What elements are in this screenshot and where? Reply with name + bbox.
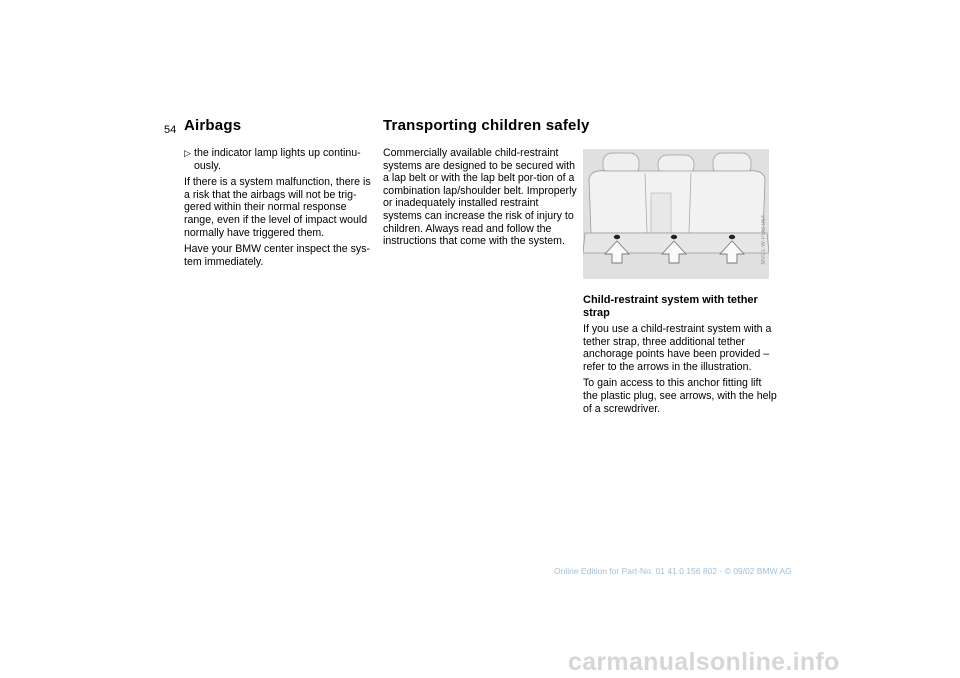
site-watermark: carmanualsonline.info [568, 648, 840, 676]
inspect-paragraph: Have your BMW center inspect the sys-tem immediately. [184, 243, 371, 268]
airbags-column [184, 147, 376, 272]
tether-strap-subheading: Child-restraint system with tether strap [583, 294, 758, 319]
children-column [383, 147, 577, 252]
figure-code: MV01-W-PUB-964 [761, 215, 767, 265]
bullet-text: the indicator lamp lights up continu-ously. [194, 147, 361, 172]
transporting-children-heading: Transporting children safely [383, 117, 590, 134]
child-restraint-paragraph: Commercially available child-restraint systems are designed to be secured with a lap belt or with the lap belt por-tion of a combination lap/shoulder belt. Improperly or inadequately installed restraint systems can increase the risk of injury to children. Always read and follow the instructions that come with the system. [383, 147, 577, 248]
seat-anchor-drawing [583, 149, 769, 279]
airbags-heading: Airbags [184, 117, 242, 134]
malfunction-paragraph: If there is a system malfunction, there is a risk that the airbags will not be trig-gered within their normal response range, even if the level of impact would normally have triggered them. [184, 176, 371, 239]
bullet-triangle-icon: ▷ [184, 148, 191, 158]
tether-anchorage-paragraph: If you use a child-restraint system with a tether strap, three additional tether anchorage points have been provided – refer to the arrows in the illustration. [583, 323, 772, 373]
rear-seat-illustration [583, 149, 769, 279]
page-number: 54 [164, 124, 177, 136]
online-edition-footer: Online Edition for Part-No. 01 41 0 156 802 - © 09/02 BMW AG [554, 566, 792, 576]
indicator-bullet [184, 147, 376, 172]
tether-strap-column [583, 294, 778, 419]
anchor-access-paragraph: To gain access to this anchor fitting lift the plastic plug, see arrows, with the help of a screwdriver. [583, 377, 777, 415]
